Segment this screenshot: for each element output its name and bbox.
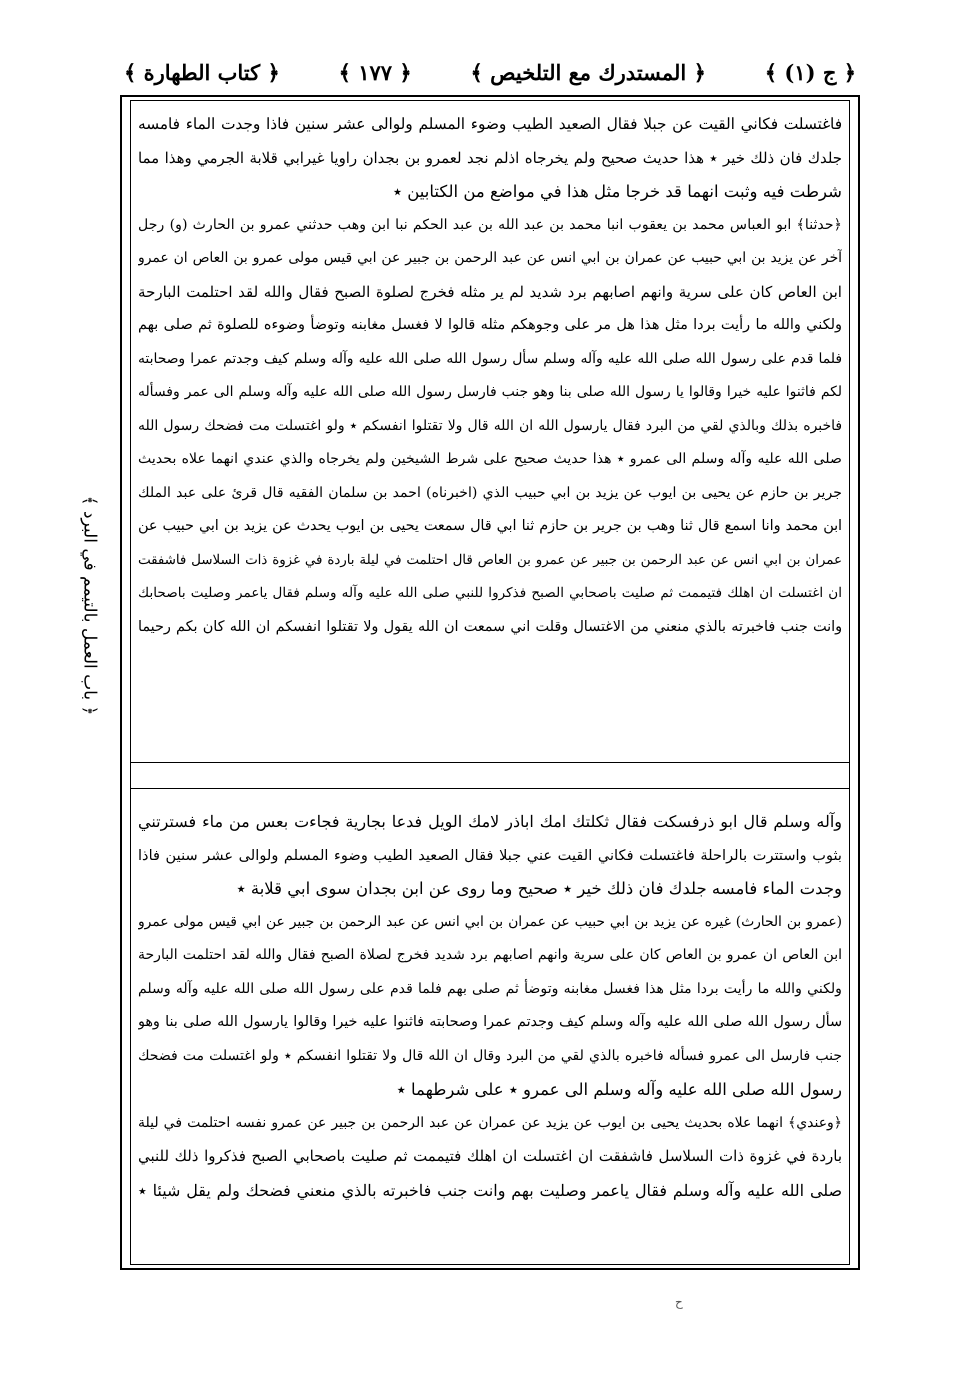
- text-line: جنب فارسل الى عمرو فسأله فاخبره بالذي لقي من البرد وقال ان الله قال ولا تقتلوا انفسكم ٭ ولو اغتسلت مت فضحك: [138, 1047, 842, 1064]
- text-line: ولكني والله ما رأيت بردا مثل هذا فغسل مغابنه وتوضأ ثم صلى بهم فلما قدم على رسول الله صلى الله عليه وآله وسلم: [138, 980, 842, 997]
- section-divider: [130, 762, 850, 763]
- text-line: فلما قدم على رسول الله صلى الله عليه وآله وسلم سأل رسول الله صلى الله عليه وآله وسلم كيف وجدتم عمرا وصحابته: [138, 350, 842, 367]
- text-line: فاغتسلت فكاني القيت عن جبلا فقال الصعيد الطيب وضوء المسلم ولوالى عشر سنين فاذا وجدت الماء فامسه: [138, 115, 842, 133]
- text-line: بثوب واستترت بالراحلة فاغتسلت فكاني القيت عني جبلا فقال الصعيد الطيب وضوء المسلم ولوالى عشر سنين فاذا: [138, 846, 842, 864]
- volume-label: ﴿ ج (١) ﴾: [764, 59, 856, 85]
- text-line: سأل رسول الله صلى الله عليه وآله وسلم كيف وجدتم عمرا وصحابته فاثنوا عليه خيرا وقالوا يارسول الله صلى بنا وهو: [138, 1014, 842, 1030]
- book-title: ﴿ المستدرك مع التلخيص ﴾: [470, 59, 706, 85]
- text-line: صلى الله عليه وآله وسلم فقال ياعمر وصليت بهم وانت جنب فاخبرته بالذي منعني فضحك ولم يقل شيئا ٭: [138, 1180, 842, 1200]
- text-line: وآله وسلم قال ابو ذرفسكت فقال ثكلتك امك اباذر لامك الويل فدعا بجارية فجاءت بعس من ماء فسترتني: [138, 812, 842, 831]
- text-line: شرطت فيه وثبت انهما قد خرجا مثل هذا في مواضع من الكتابين ٭: [393, 182, 842, 201]
- text-line: ابن محمد وانا اسمع قال ثنا وهب بن جرير بن حازم ثنا ابي قال سمعت يحيى بن ايوب يحدث عن يزيد بن ابي حبيب عن: [138, 518, 842, 534]
- main-text: [138, 108, 842, 644]
- text-line: ولكني والله ما رأيت بردا مثل هذا هل مر على وجوهكم مثله قالوا لا فغسل مغابنه وتوضأ وضوءه للصلوة ثم صلى بهم: [138, 317, 842, 333]
- text-line: (عمرو بن الحارث) غيره عن يزيد بن ابي حبيب عن عمران بن ابي انس عن عبد الرحمن بن جبير عن ابي قيس مولى عمرو: [138, 913, 842, 930]
- text-line: وجدت الماء فامسه جلدك فان ذلك خير ٭ صحيح وما روى عن ابن بجدان سوى ابي قلابة ٭: [236, 879, 842, 898]
- text-line: لكم فاثنوا عليه خيرا وقالوا يا رسول الله صلى بنا وهو جنب فارسل رسول الله صلى الله عليه وآله وسلم الى عمر وفسأله: [138, 384, 842, 400]
- margin-note-text: ﴿ باب العمل بالتيمم في البرد ﴾: [79, 495, 100, 715]
- page-number: ﴿ ١٧٧ ﴾: [338, 59, 412, 85]
- text-line: جلدك فان ذلك خير ٭ هذا حديث صحيح ولم يخرجاه اذلم نجد لعمرو بن بجدان راويا غيرابي قلابة الجرمي وهذا مما: [138, 148, 842, 167]
- summary-text: [138, 805, 842, 1207]
- text-line: ﴿وعندي﴾ انهما علاه بحديث يحيى بن ايوب عن يزيد عن عمران عن عبد الرحمن بن جبير عن عمرو نفسه احتلمت في ليلة: [138, 1114, 842, 1131]
- text-line: جرير بن حازم عن يحيى بن ايوب عن يزيد بن ابي حبيب الذي (اخبرناه) احمد بن سلمان الفقيه قال قرئ على عبد الملك: [138, 484, 842, 501]
- section-title: ﴿ كتاب الطهارة ﴾: [124, 59, 280, 85]
- text-line: عمران بن ابي انس عن عبد الرحمن بن جبير عن عمرو بن العاص قال احتلمت في ليلة باردة في غزوة ذات السلاسل فاشفقت: [138, 552, 842, 568]
- text-line: آخر عن يزيد بن ابي حبيب عن عمران بن ابي انس عن عبد الرحمن بن جبير عن ابي قيس مولى عمرو بن العاص ان عمرو: [138, 250, 842, 266]
- text-line: ﴿حدثنا﴾ ابو العباس محمد بن يعقوب انبا محمد بن عبد الله بن عبد الحكم نبا ابن وهب حدثني عمرو بن الحارث (و) رجل: [138, 216, 842, 233]
- text-line: صلى الله عليه وآله وسلم الى عمرو ٭ هذا حديث صحيح على شرط الشيخين ولم يخرجاه والذي عندي انهما علاه بحديث: [138, 451, 842, 467]
- text-line: ابن العاص كان على سرية وانهم اصابهم برد شديد لم ير مثله فخرج لصلوة الصبح فقال والله لقد احتلمت البارحة: [138, 282, 842, 301]
- margin-note: [70, 470, 110, 740]
- text-line: رسول الله صلى الله عليه وآله وسلم الى عمرو ٭ على شرطهما ٭: [396, 1080, 842, 1099]
- text-line: وانت جنب فاخبرته بالذي منعني من الاغتسال وقلت اني سمعت ان الله يقول ولا تقتلوا انفسكم ان الله كان بكم رحيما: [138, 618, 842, 635]
- footer-mark: ح: [675, 1295, 683, 1309]
- page-header: [120, 52, 860, 92]
- section-divider: [130, 788, 850, 789]
- text-line: ابن العاص ان عمرو بن العاص كان على سرية وانهم اصابهم برد شديد فخرج لصلاة الصبح فقال والله لقد احتلمت البارحة: [138, 947, 842, 963]
- text-line: باردة في غزوة ذات السلاسل فاشفقت ان اغتسلت ان اهلك فتيممت ثم صليت باصحابي الصبح فذكروا ذلك للنبي: [138, 1147, 842, 1165]
- text-line: ان اغتسلت ان اهلك فتيممت ثم صليت باصحابي الصبح فذكروا للنبي صلى الله عليه وآله وسلم فقال ياعمر وصليت باصحابك: [138, 585, 842, 601]
- text-line: فاخبره بذلك وبالذي لقي من البرد فقال يارسول الله ان الله قال ولا تقتلوا انفسكم ٭ ولو اغتسلت مت فضحك رسول الله: [138, 417, 842, 434]
